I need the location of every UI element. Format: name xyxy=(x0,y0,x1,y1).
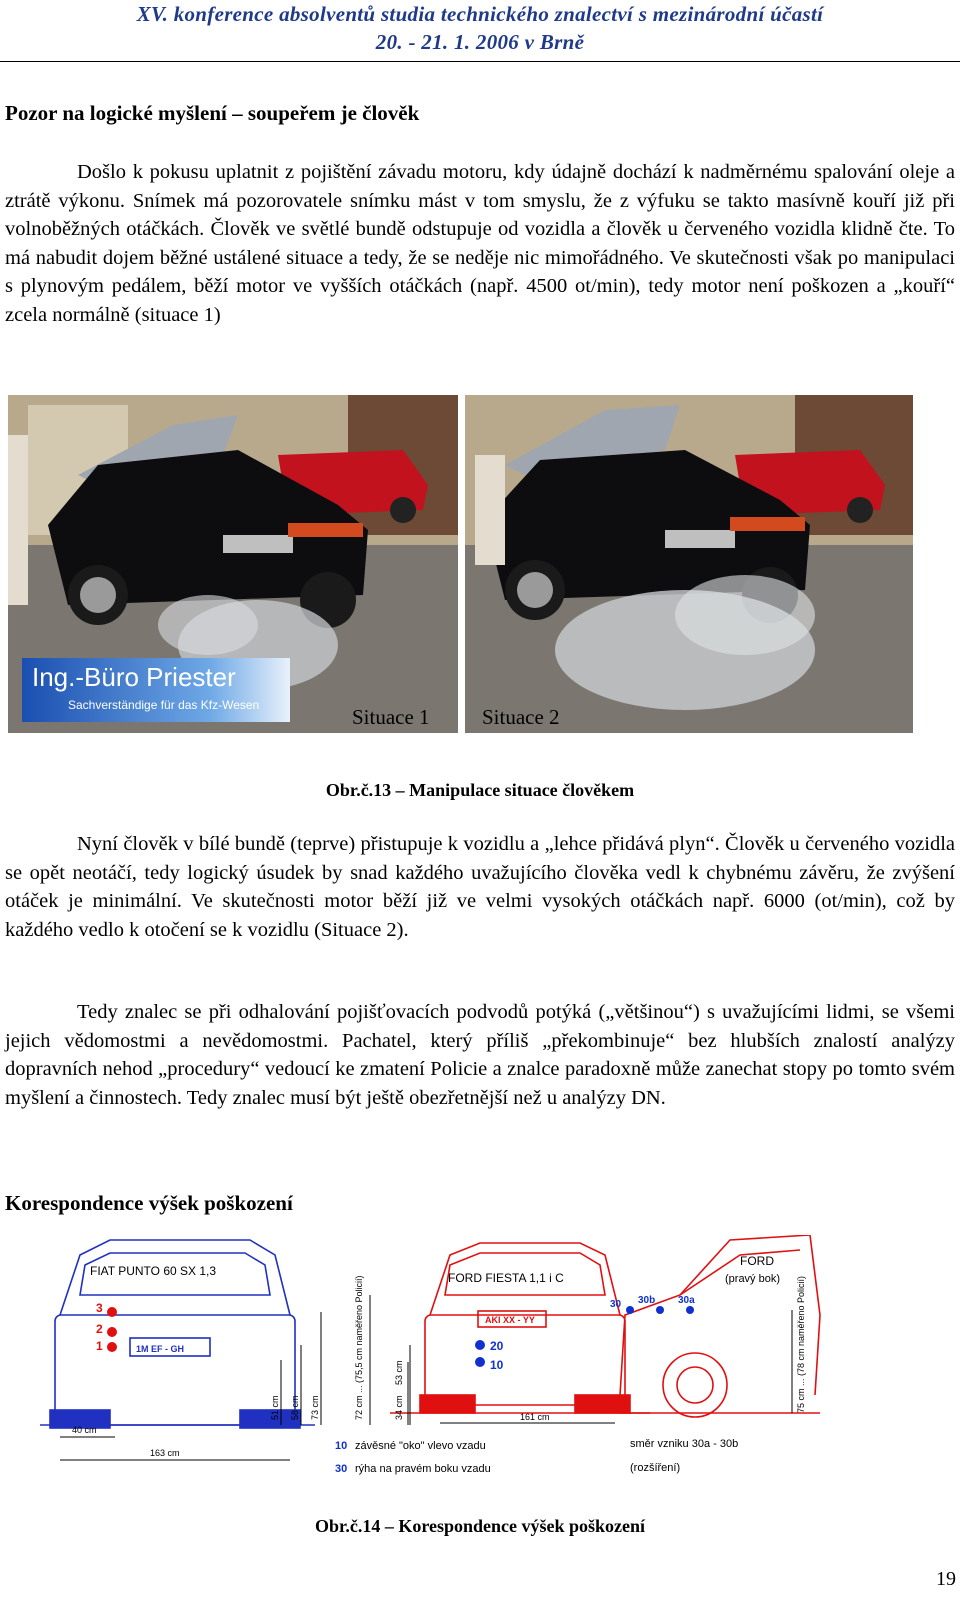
fiat-damage-points xyxy=(96,1301,117,1353)
header-line1: XV. konference absolventů studia technického znalectví s mezinárodní účastí xyxy=(136,2,824,26)
diagram-legend xyxy=(335,1438,738,1475)
page-number: 19 xyxy=(936,1568,956,1590)
paragraph-2 xyxy=(5,830,955,944)
header-divider xyxy=(0,61,960,62)
label-situation-1: Situace 1 xyxy=(352,705,430,729)
svg-text:30b: 30b xyxy=(638,1295,656,1306)
section-title-damage-heights: Korespondence výšek poškození xyxy=(5,1191,293,1215)
point-30 xyxy=(626,1306,634,1314)
paragraph-1-text: Došlo k pokusu uplatnit z pojištění závadu motoru, kdy údajně dochází k nadměrnému spalování oleje a ztrátě výkonu. Snímek má pozorovatele snímku mást v tom smyslu, že z výfuku se takto masívně kouří již při volnoběžných otáčkách. Člověk ve světlé bundě odstupuje od vozidla a člověk u červeného vozidla klidně čte. To má nabudit dojem běžné ustálené situace a tedy, že se neděje nic mimořádného. Ve skutečnosti však po manipulaci s plynovým pedálem, běží motor ve vyšších otáčkách (např. 4500 ot/min), tedy motor není poškozen a „kouří“ zcela normálně (situace 1) xyxy=(5,161,955,326)
ford-side-drawing xyxy=(620,1235,820,1417)
paragraph-3 xyxy=(5,998,955,1112)
svg-text:10: 10 xyxy=(490,1358,504,1372)
photo-situation-2 xyxy=(465,395,913,733)
conference-header xyxy=(0,0,960,56)
point-30b xyxy=(656,1306,664,1314)
svg-text:75 cm ... (78 cm naměřeno Poli: 75 cm ... (78 cm naměřeno Policií) xyxy=(796,1275,806,1413)
point-30a xyxy=(686,1306,694,1314)
figure-14-caption: Obr.č.14 – Korespondence výšek poškození xyxy=(314,1516,646,1536)
svg-text:20: 20 xyxy=(490,1339,504,1353)
svg-text:30: 30 xyxy=(335,1463,348,1475)
paragraph-1 xyxy=(5,158,955,329)
svg-text:58 cm: 58 cm xyxy=(290,1395,300,1420)
figure-13-caption: Obr.č.13 – Manipulace situace člověkem xyxy=(325,780,635,800)
svg-text:směr vzniku 30a - 30b: směr vzniku 30a - 30b xyxy=(630,1438,739,1450)
svg-text:163 cm: 163 cm xyxy=(150,1448,180,1458)
point-10 xyxy=(475,1357,485,1367)
point-20 xyxy=(475,1340,485,1350)
svg-text:73 cm: 73 cm xyxy=(310,1395,320,1420)
fiat-label: FIAT PUNTO 60 SX 1,3 xyxy=(90,1264,217,1278)
fiat-plate: 1M EF - GH xyxy=(136,1344,185,1354)
svg-text:51 cm: 51 cm xyxy=(270,1395,280,1420)
paragraph-3-text: Tedy znalec se při odhalování pojišťovacích podvodů potýká („většinou“) s uvažujícími lidmi, se všemi jejich vědomostmi a nevědomostmi. Pachatel, který příliš „překombinuje“ bez hlubších znalostí analýzy dopravních nehod „procedury“ vedoucí ke zmatení Policie a znalce paradoxně může zanechat stopy po tomto svém myšlení a činnostech. Tedy znalec musí být ještě obezřetnější než u analýzy DN. xyxy=(5,1001,955,1109)
point-1 xyxy=(107,1342,117,1352)
header-line2: 20. - 21. 1. 2006 v Brně xyxy=(375,30,585,54)
ford-fiesta-drawing xyxy=(390,1243,650,1413)
point-2 xyxy=(107,1327,117,1337)
svg-text:40 cm: 40 cm xyxy=(72,1425,97,1435)
fiesta-label: FORD FIESTA 1,1 i C xyxy=(448,1271,564,1285)
svg-text:3: 3 xyxy=(96,1301,103,1315)
ford-side-damage-points xyxy=(610,1295,695,1314)
fiesta-damage-points xyxy=(475,1339,504,1372)
damage-height-diagram xyxy=(40,1235,960,1510)
svg-text:53 cm: 53 cm xyxy=(394,1360,404,1385)
svg-text:161 cm: 161 cm xyxy=(520,1412,550,1422)
svg-text:(rozšíření): (rozšíření) xyxy=(630,1462,681,1474)
label-situation-2: Situace 2 xyxy=(482,705,560,729)
priester-logo: Ing.-Büro Priester Sachverständige für das Kfz-Wesen xyxy=(22,658,290,722)
svg-text:10: 10 xyxy=(335,1440,348,1452)
section-title-logical-thinking: Pozor na logické myšlení – soupeřem je člověk xyxy=(5,101,420,125)
fiesta-plate: AKI XX - YY xyxy=(485,1315,535,1325)
point-3 xyxy=(107,1307,117,1317)
svg-text:2: 2 xyxy=(96,1322,103,1336)
svg-text:rýha na pravém boku vzadu: rýha na pravém boku vzadu xyxy=(355,1463,491,1475)
svg-text:30a: 30a xyxy=(678,1295,695,1306)
svg-text:72 cm ... (75,5 cm naměřeno Po: 72 cm ... (75,5 cm naměřeno Policií) xyxy=(354,1275,364,1420)
paragraph-2-text: Nyní člověk v bílé bundě (teprve) přistupuje k vozidlu a „lehce přidává plyn“. Člověk u červeného vozidla se opět neotáčí, tedy logický úsudek by snad každého uvažujícího člověka vedl k chybnému závěru, že zvýšení otáček je minimální. Ve skutečnosti motor běží již ve velmi vysokých otáčkách např. 6000 (ot/min), což by každého vedlo k otočení se k vozidlu (Situace 2). xyxy=(5,833,955,941)
ford-side-label: FORD xyxy=(740,1254,774,1268)
svg-text:30: 30 xyxy=(610,1299,622,1310)
svg-text:34 cm: 34 cm xyxy=(394,1395,404,1420)
ford-side-sublabel: (pravý bok) xyxy=(725,1273,781,1285)
svg-text:závěsné "oko" vlevo vzadu: závěsné "oko" vlevo vzadu xyxy=(355,1440,486,1452)
svg-text:1: 1 xyxy=(96,1339,103,1353)
